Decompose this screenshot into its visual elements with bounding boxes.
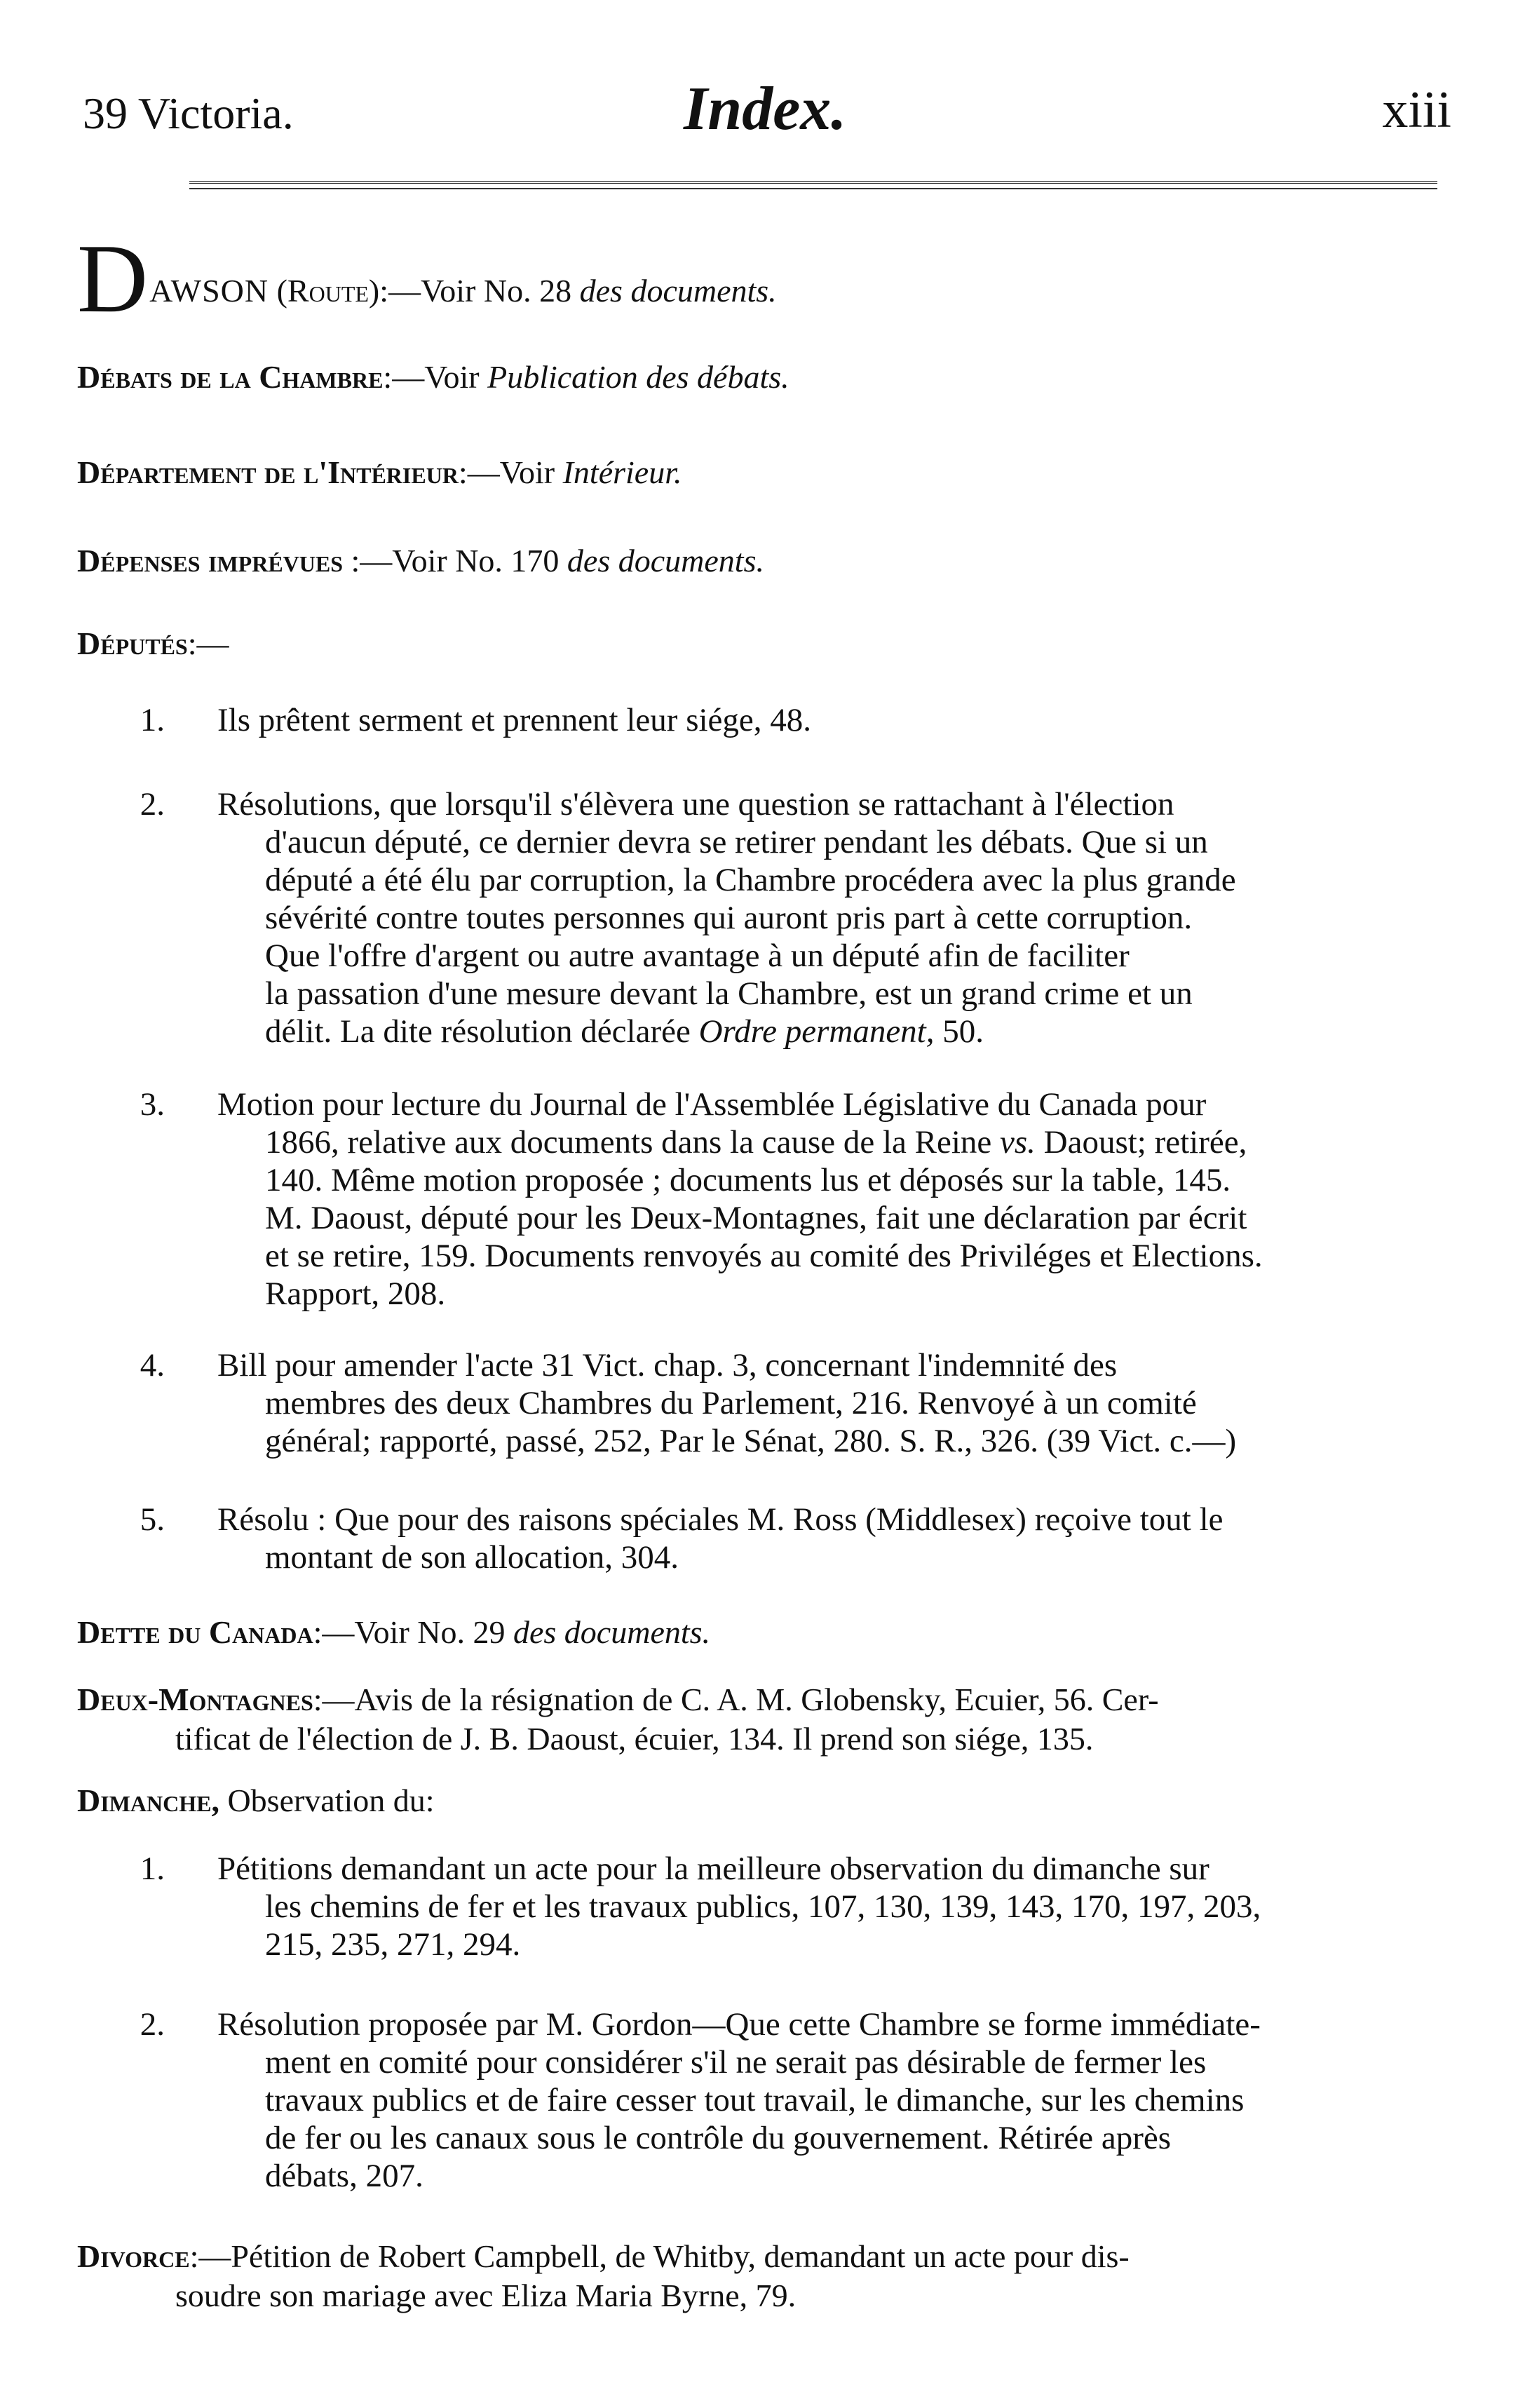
item-number: 2. <box>140 786 165 823</box>
item-line: député a été élu par corruption, la Chambre procédera avec la plus grande <box>265 862 1236 898</box>
entry-heading: Département de l'Intérieur <box>77 454 459 490</box>
dimanche-item-2 <box>140 2005 1451 2195</box>
entry-separator: :—Voir No. 29 <box>313 1614 513 1650</box>
entry-text: tificat de l'élection de J. B. Daoust, écuier, 134. Il prend son siége, 135. <box>175 1721 1094 1757</box>
entry-heading: Dépenses imprévues <box>77 543 344 579</box>
entry-reference: des documents. <box>567 543 764 579</box>
item-number: 1. <box>140 1851 165 1887</box>
entry-separator: :—Voir No. 170 <box>343 543 567 579</box>
item-line: la passation d'une mesure devant la Chambre, est un grand crime et un <box>265 975 1193 1012</box>
item-line: Bill pour amender l'acte 31 Vict. chap. 3, concernant l'indemnité des <box>217 1347 1118 1384</box>
item-line: Pétitions demandant un acte pour la meilleure observation du dimanche sur <box>217 1851 1209 1887</box>
item-italic: vs. <box>1000 1124 1036 1161</box>
running-head-title: Index. <box>684 75 847 143</box>
item-line: Résolu : Que pour des raisons spéciales M. Ross (Middlesex) reçoive tout le <box>217 1501 1224 1538</box>
item-line: d'aucun député, ce dernier devra se retirer pendant les débats. Que si un <box>265 824 1208 860</box>
item-line: de fer ou les canaux sous le contrôle du gouvernement. Rétirée après <box>265 2120 1172 2156</box>
item-tail: 50. <box>934 1013 984 1050</box>
running-head-left: 39 Victoria. <box>83 88 294 138</box>
entry-separator: :— <box>187 625 229 661</box>
entry-separator: Observation du: <box>219 1783 435 1818</box>
entry-deux-montagnes <box>77 1680 1451 1759</box>
entry-reference: Publication des débats. <box>487 359 789 395</box>
entry-dette <box>77 1613 1451 1652</box>
item-line: débats, 207. <box>265 2158 423 2194</box>
item-line: M. Daoust, député pour les Deux-Montagnes, fait une déclaration par écrit <box>265 1200 1247 1236</box>
item-line: délit. La dite résolution déclarée <box>265 1013 691 1050</box>
item-italic: Ordre permanent, <box>698 1013 935 1050</box>
entry-separator: :—Voir <box>383 359 488 395</box>
deputes-item-1 <box>140 701 1451 739</box>
header-rule <box>189 181 1437 189</box>
entry-dawson <box>77 224 1451 333</box>
entry-reference: des documents. <box>513 1614 711 1650</box>
entry-heading: Dette du Canada <box>77 1614 313 1650</box>
entry-depenses <box>77 541 1451 581</box>
item-line: Motion pour lecture du Journal de l'Assemblée Législative du Canada pour <box>217 1086 1207 1123</box>
item-line: Résolution proposée par M. Gordon—Que cette Chambre se forme immédiate- <box>217 2006 1261 2043</box>
entry-reference: Intérieur. <box>562 454 682 490</box>
item-line: Résolutions, que lorsqu'il s'élèvera une question se rattachant à l'élection <box>217 786 1174 823</box>
item-number: 5. <box>140 1501 165 1538</box>
deputes-item-5 <box>140 1501 1451 1576</box>
entry-separator: :—Voir No. 28 <box>379 273 580 309</box>
entry-debats <box>77 358 1451 397</box>
entry-heading: Débats de la Chambre <box>77 359 384 395</box>
item-line: et se retire, 159. Documents renvoyés au comité des Priviléges et Elections. <box>265 1238 1263 1274</box>
item-line: les chemins de fer et les travaux publics, 107, 130, 139, 143, 170, 197, 203, <box>265 1888 1261 1925</box>
entry-heading: Deux-Montagnes <box>77 1682 313 1717</box>
entry-reference: des documents. <box>579 273 777 309</box>
item-number: 4. <box>140 1347 165 1384</box>
entry-heading: Députés <box>77 625 188 661</box>
deputes-item-2 <box>140 785 1451 1050</box>
item-line: général; rapporté, passé, 252, Par le Sénat, 280. S. R., 326. (39 Vict. c.—) <box>265 1423 1237 1459</box>
item-line: 215, 235, 271, 294. <box>265 1926 521 1963</box>
page-number: xiii <box>1382 81 1451 139</box>
entry-separator: :—Voir <box>458 454 563 490</box>
item-line: montant de son allocation, 304. <box>265 1539 679 1576</box>
item-number: 3. <box>140 1086 165 1123</box>
item-line: membres des deux Chambres du Parlement, 216. Renvoyé à un comité <box>265 1385 1197 1421</box>
entry-divorce <box>77 2237 1451 2315</box>
item-line: 1866, relative aux documents dans la cause de la Reine <box>265 1124 992 1161</box>
item-line: sévérité contre toutes personnes qui auront pris part à cette corruption. <box>265 900 1193 936</box>
entry-dimanche <box>77 1781 1451 1820</box>
dimanche-item-1 <box>140 1850 1451 1963</box>
item-line: Ils prêtent serment et prennent leur siége, 48. <box>217 702 812 738</box>
entry-subheading: (Route) <box>276 273 380 309</box>
item-line: travaux publics et de faire cesser tout travail, le dimanche, sur les chemins <box>265 2082 1245 2118</box>
entry-heading: Divorce <box>77 2238 190 2274</box>
item-line: ment en comité pour considérer s'il ne serait pas désirable de fermer les <box>265 2044 1207 2081</box>
entry-heading: Dimanche, <box>77 1783 219 1818</box>
item-number: 1. <box>140 702 165 738</box>
entry-text: :—Pétition de Robert Campbell, de Whitby, demandant un acte pour dis- <box>189 2238 1130 2274</box>
item-line: Rapport, 208. <box>265 1276 446 1312</box>
entry-text: :—Avis de la résignation de C. A. M. Globensky, Ecuier, 56. Cer- <box>313 1682 1159 1717</box>
entry-heading: AWSON <box>149 273 269 309</box>
item-tail: Daoust; retirée, <box>1035 1124 1247 1161</box>
item-number: 2. <box>140 2006 165 2043</box>
deputes-item-3 <box>140 1085 1451 1313</box>
drop-cap: D <box>77 224 149 333</box>
deputes-item-4 <box>140 1346 1451 1460</box>
item-line: Que l'offre d'argent ou autre avantage à un député afin de faciliter <box>265 938 1130 974</box>
item-line: 140. Même motion proposée ; documents lus et déposés sur la table, 145. <box>265 1162 1231 1198</box>
entry-deputes <box>77 624 1451 663</box>
entry-departement <box>77 453 1451 492</box>
entry-text: soudre son mariage avec Eliza Maria Byrne, 79. <box>175 2278 797 2313</box>
